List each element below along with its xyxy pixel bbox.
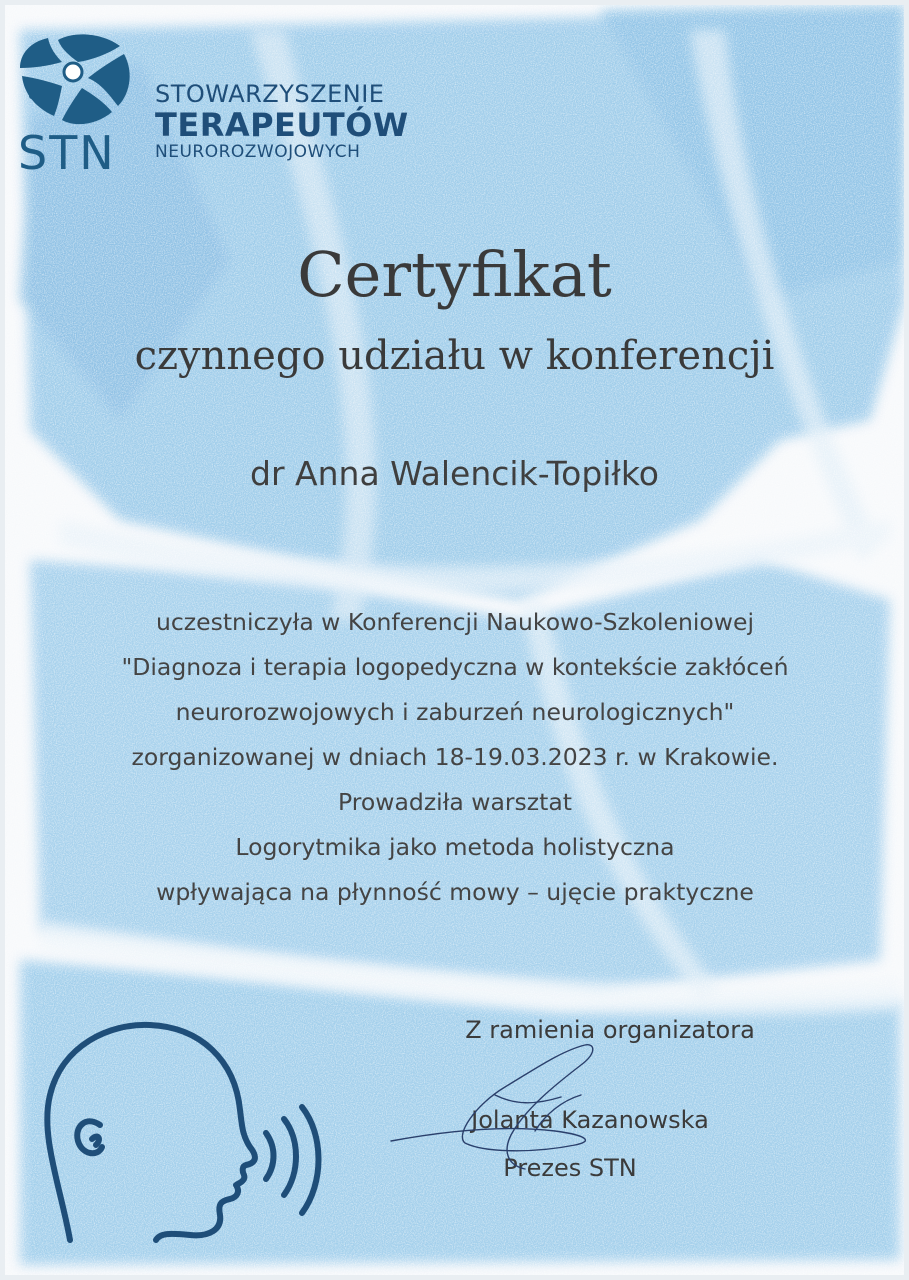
body-line: "Diagnoza i terapia logopedyczna w kontekście zakłóceń [121, 653, 789, 681]
body-line: Prowadziła warsztat [338, 788, 572, 816]
body-line: zorganizowanej w dniach 18-19.03.2023 r. w Krakowie. [131, 743, 779, 771]
speaking-head-icon [30, 1015, 330, 1245]
on-behalf-label: Z ramienia organizatora [465, 1016, 755, 1044]
certificate-title: Certyfikat [297, 238, 612, 311]
body-line: wpływająca na płynność mowy – ujęcie praktyczne [156, 878, 754, 906]
certificate-subtitle: czynnego udziału w konferencji [134, 333, 775, 379]
stn-logo-icon [12, 32, 134, 132]
body-line: Logorytmika jako metoda holistyczna [235, 833, 675, 861]
certificate-body [40, 600, 870, 915]
organization-name-line3: NEUROROZWOJOWYCH [155, 142, 361, 162]
recipient-name: dr Anna Walencik-Topiłko [250, 454, 659, 493]
organization-name-line2: TERAPEUTÓW [155, 106, 409, 144]
handwritten-signature [385, 1035, 645, 1175]
body-line: uczestniczyła w Konferencji Naukowo-Szkoleniowej [155, 608, 754, 636]
logo-abbreviation: STN [18, 126, 116, 180]
organization-name-line1: STOWARZYSZENIE [155, 80, 385, 108]
signer-name: Jolanta Kazanowska [471, 1106, 709, 1134]
organization-name [155, 82, 409, 161]
body-line: neurorozwojowych i zaburzeń neurologicznych" [175, 698, 735, 726]
signer-role: Prezes STN [503, 1154, 637, 1182]
